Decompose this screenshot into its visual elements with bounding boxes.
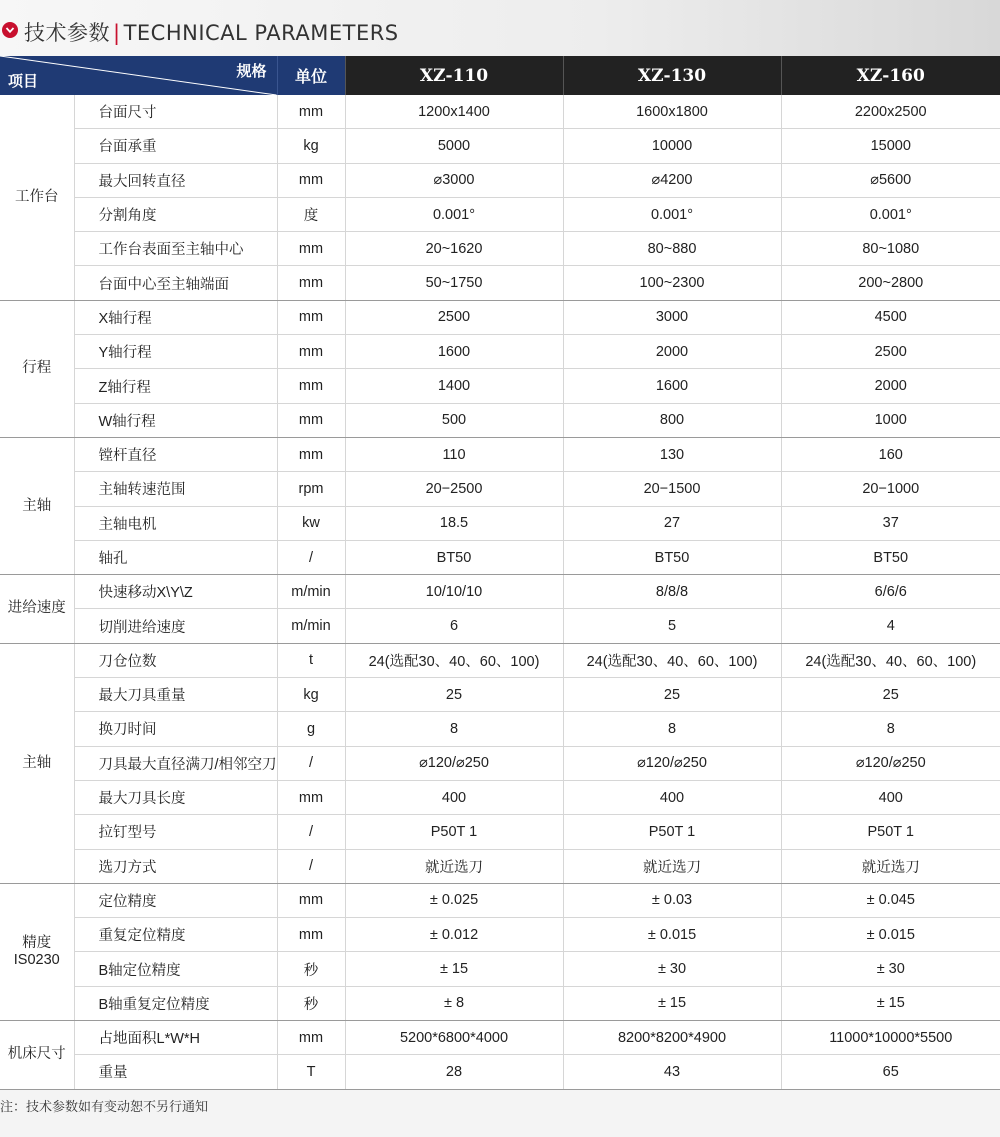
value-cell: P50T 1 — [563, 815, 781, 849]
item-cell: X轴行程 — [74, 300, 277, 334]
value-cell: ± 0.025 — [345, 883, 563, 917]
unit-cell: / — [277, 849, 345, 883]
value-cell: 20−2500 — [345, 472, 563, 506]
header-spec-label: 规格 — [236, 63, 267, 80]
value-cell: ± 8 — [345, 986, 563, 1020]
value-cell: 8200*8200*4900 — [563, 1021, 781, 1055]
value-cell: ⌀120/⌀250 — [345, 746, 563, 780]
value-cell: 27 — [563, 506, 781, 540]
value-cell: 8 — [563, 712, 781, 746]
title-cn: 技术参数 — [24, 21, 110, 45]
value-cell: 就近选刀 — [563, 849, 781, 883]
unit-cell: / — [277, 746, 345, 780]
value-cell: BT50 — [781, 540, 1000, 574]
unit-cell: 度 — [277, 197, 345, 231]
table-row — [0, 1055, 1000, 1089]
unit-cell: mm — [277, 883, 345, 917]
unit-cell: mm — [277, 437, 345, 471]
value-cell: 65 — [781, 1055, 1000, 1089]
value-cell: 10/10/10 — [345, 575, 563, 609]
unit-cell: 秒 — [277, 986, 345, 1020]
unit-cell: mm — [277, 300, 345, 334]
value-cell: 400 — [781, 780, 1000, 814]
value-cell: ± 30 — [563, 952, 781, 986]
value-cell: 0.001° — [345, 197, 563, 231]
table-row — [0, 952, 1000, 986]
unit-cell: mm — [277, 403, 345, 437]
unit-cell: mm — [277, 1021, 345, 1055]
value-cell: 0.001° — [563, 197, 781, 231]
item-cell: 选刀方式 — [74, 849, 277, 883]
item-cell: 切削进给速度 — [74, 609, 277, 643]
unit-cell: kw — [277, 506, 345, 540]
unit-cell: mm — [277, 163, 345, 197]
value-cell: 28 — [345, 1055, 563, 1089]
table-header-row — [0, 56, 1000, 95]
value-cell: 就近选刀 — [345, 849, 563, 883]
item-cell: 占地面积L*W*H — [74, 1021, 277, 1055]
value-cell: ⌀4200 — [563, 163, 781, 197]
table-row — [0, 609, 1000, 643]
value-cell: 2500 — [781, 335, 1000, 369]
value-cell: 80~880 — [563, 232, 781, 266]
category-cell: 主轴 — [0, 643, 74, 883]
value-cell: 400 — [345, 780, 563, 814]
value-cell: 5000 — [345, 129, 563, 163]
value-cell: ⌀120/⌀250 — [781, 746, 1000, 780]
value-cell: 160 — [781, 437, 1000, 471]
value-cell: 8 — [781, 712, 1000, 746]
value-cell: BT50 — [563, 540, 781, 574]
value-cell: 20−1000 — [781, 472, 1000, 506]
page-title — [24, 17, 399, 47]
item-cell: 台面尺寸 — [74, 95, 277, 129]
table-row — [0, 883, 1000, 917]
table-row — [0, 95, 1000, 129]
table-row — [0, 918, 1000, 952]
table-row — [0, 506, 1000, 540]
item-cell: 换刀时间 — [74, 712, 277, 746]
table-row — [0, 472, 1000, 506]
value-cell: ± 15 — [563, 986, 781, 1020]
value-cell: 20−1500 — [563, 472, 781, 506]
item-cell: 工作台表面至主轴中心 — [74, 232, 277, 266]
item-cell: 重量 — [74, 1055, 277, 1089]
item-cell: B轴重复定位精度 — [74, 986, 277, 1020]
category-cell: 主轴 — [0, 437, 74, 574]
table-row — [0, 540, 1000, 574]
value-cell: ± 0.012 — [345, 918, 563, 952]
value-cell: P50T 1 — [781, 815, 1000, 849]
value-cell: 100~2300 — [563, 266, 781, 300]
value-cell: 24(选配30、40、60、100) — [781, 643, 1000, 677]
table-row — [0, 403, 1000, 437]
value-cell: 4500 — [781, 300, 1000, 334]
table-row — [0, 163, 1000, 197]
header-model: XZ-130 — [563, 56, 781, 95]
value-cell: 400 — [563, 780, 781, 814]
unit-cell: mm — [277, 266, 345, 300]
value-cell: 25 — [345, 678, 563, 712]
value-cell: ⌀5600 — [781, 163, 1000, 197]
item-cell: 刀具最大直径满刀/相邻空刀 — [74, 746, 277, 780]
unit-cell: m/min — [277, 609, 345, 643]
table-row — [0, 780, 1000, 814]
item-cell: 台面中心至主轴端面 — [74, 266, 277, 300]
chevron-down-icon — [2, 22, 18, 38]
value-cell: 2000 — [563, 335, 781, 369]
value-cell: 10000 — [563, 129, 781, 163]
value-cell: 80~1080 — [781, 232, 1000, 266]
value-cell: 110 — [345, 437, 563, 471]
item-cell: 分割角度 — [74, 197, 277, 231]
item-cell: W轴行程 — [74, 403, 277, 437]
table-row — [0, 815, 1000, 849]
table-row — [0, 369, 1000, 403]
item-cell: 镗杆直径 — [74, 437, 277, 471]
item-cell: 拉钉型号 — [74, 815, 277, 849]
item-cell: Y轴行程 — [74, 335, 277, 369]
value-cell: 6/6/6 — [781, 575, 1000, 609]
value-cell: P50T 1 — [345, 815, 563, 849]
value-cell: 130 — [563, 437, 781, 471]
table-row — [0, 232, 1000, 266]
table-row — [0, 335, 1000, 369]
table-row — [0, 129, 1000, 163]
value-cell: 25 — [563, 678, 781, 712]
category-cell: 精度 IS0230 — [0, 883, 74, 1020]
value-cell: 1600 — [345, 335, 563, 369]
value-cell: 800 — [563, 403, 781, 437]
value-cell: 1000 — [781, 403, 1000, 437]
value-cell: ± 15 — [345, 952, 563, 986]
value-cell: 50~1750 — [345, 266, 563, 300]
item-cell: 主轴电机 — [74, 506, 277, 540]
unit-cell: mm — [277, 232, 345, 266]
value-cell: 5200*6800*4000 — [345, 1021, 563, 1055]
table-row — [0, 437, 1000, 471]
item-cell: 最大回转直径 — [74, 163, 277, 197]
unit-cell: m/min — [277, 575, 345, 609]
header-model: XZ-110 — [345, 56, 563, 95]
table-row — [0, 575, 1000, 609]
value-cell: ± 0.015 — [781, 918, 1000, 952]
table-row — [0, 746, 1000, 780]
value-cell: 200~2800 — [781, 266, 1000, 300]
value-cell: 24(选配30、40、60、100) — [563, 643, 781, 677]
value-cell: 24(选配30、40、60、100) — [345, 643, 563, 677]
unit-cell: mm — [277, 95, 345, 129]
value-cell: 18.5 — [345, 506, 563, 540]
value-cell: ⌀120/⌀250 — [563, 746, 781, 780]
unit-cell: / — [277, 540, 345, 574]
value-cell: 1400 — [345, 369, 563, 403]
header-item-label: 项目 — [8, 73, 39, 90]
category-cell: 进给速度 — [0, 575, 74, 644]
table-row — [0, 678, 1000, 712]
item-cell: Z轴行程 — [74, 369, 277, 403]
table-row — [0, 849, 1000, 883]
unit-cell: kg — [277, 129, 345, 163]
table-row — [0, 1021, 1000, 1055]
value-cell: 1600x1800 — [563, 95, 781, 129]
value-cell: 1200x1400 — [345, 95, 563, 129]
item-cell: 重复定位精度 — [74, 918, 277, 952]
title-separator: | — [113, 21, 121, 45]
value-cell: ± 30 — [781, 952, 1000, 986]
value-cell: 43 — [563, 1055, 781, 1089]
item-cell: 主轴转速范围 — [74, 472, 277, 506]
value-cell: 5 — [563, 609, 781, 643]
unit-cell: kg — [277, 678, 345, 712]
unit-cell: mm — [277, 918, 345, 952]
value-cell: 8 — [345, 712, 563, 746]
unit-cell: rpm — [277, 472, 345, 506]
value-cell: ⌀3000 — [345, 163, 563, 197]
value-cell: ± 15 — [781, 986, 1000, 1020]
unit-cell: / — [277, 815, 345, 849]
value-cell: 6 — [345, 609, 563, 643]
item-cell: 快速移动X\Y\Z — [74, 575, 277, 609]
value-cell: 15000 — [781, 129, 1000, 163]
title-bar — [0, 0, 1000, 56]
value-cell: 就近选刀 — [781, 849, 1000, 883]
item-cell: 刀仓位数 — [74, 643, 277, 677]
table-row — [0, 266, 1000, 300]
unit-cell: t — [277, 643, 345, 677]
category-cell: 行程 — [0, 300, 74, 437]
table-row — [0, 986, 1000, 1020]
category-cell: 工作台 — [0, 95, 74, 300]
value-cell: ± 0.03 — [563, 883, 781, 917]
unit-cell: 秒 — [277, 952, 345, 986]
unit-cell: mm — [277, 780, 345, 814]
item-cell: B轴定位精度 — [74, 952, 277, 986]
value-cell: 37 — [781, 506, 1000, 540]
value-cell: 3000 — [563, 300, 781, 334]
value-cell: 8/8/8 — [563, 575, 781, 609]
value-cell: 2200x2500 — [781, 95, 1000, 129]
table-row — [0, 643, 1000, 677]
parameters-table — [0, 56, 1000, 1090]
footnote: 注：技术参数如有变动恕不另行通知 — [0, 1099, 209, 1114]
table-row — [0, 197, 1000, 231]
value-cell: 2500 — [345, 300, 563, 334]
title-en: TECHNICAL PARAMETERS — [123, 21, 399, 45]
header-model: XZ-160 — [781, 56, 1000, 95]
value-cell: 0.001° — [781, 197, 1000, 231]
item-cell: 最大刀具重量 — [74, 678, 277, 712]
value-cell: 25 — [781, 678, 1000, 712]
value-cell: 2000 — [781, 369, 1000, 403]
value-cell: 20~1620 — [345, 232, 563, 266]
value-cell: 11000*10000*5500 — [781, 1021, 1000, 1055]
unit-cell: g — [277, 712, 345, 746]
item-cell: 最大刀具长度 — [74, 780, 277, 814]
value-cell: 4 — [781, 609, 1000, 643]
header-unit: 单位 — [277, 56, 345, 95]
table-row — [0, 712, 1000, 746]
table-body — [0, 95, 1000, 1089]
value-cell: ± 0.045 — [781, 883, 1000, 917]
value-cell: 500 — [345, 403, 563, 437]
value-cell: 1600 — [563, 369, 781, 403]
category-cell: 机床尺寸 — [0, 1021, 74, 1090]
unit-cell: mm — [277, 369, 345, 403]
header-corner — [0, 56, 277, 95]
value-cell: ± 0.015 — [563, 918, 781, 952]
unit-cell: T — [277, 1055, 345, 1089]
table-row — [0, 300, 1000, 334]
item-cell: 台面承重 — [74, 129, 277, 163]
item-cell: 定位精度 — [74, 883, 277, 917]
unit-cell: mm — [277, 335, 345, 369]
value-cell: BT50 — [345, 540, 563, 574]
item-cell: 轴孔 — [74, 540, 277, 574]
